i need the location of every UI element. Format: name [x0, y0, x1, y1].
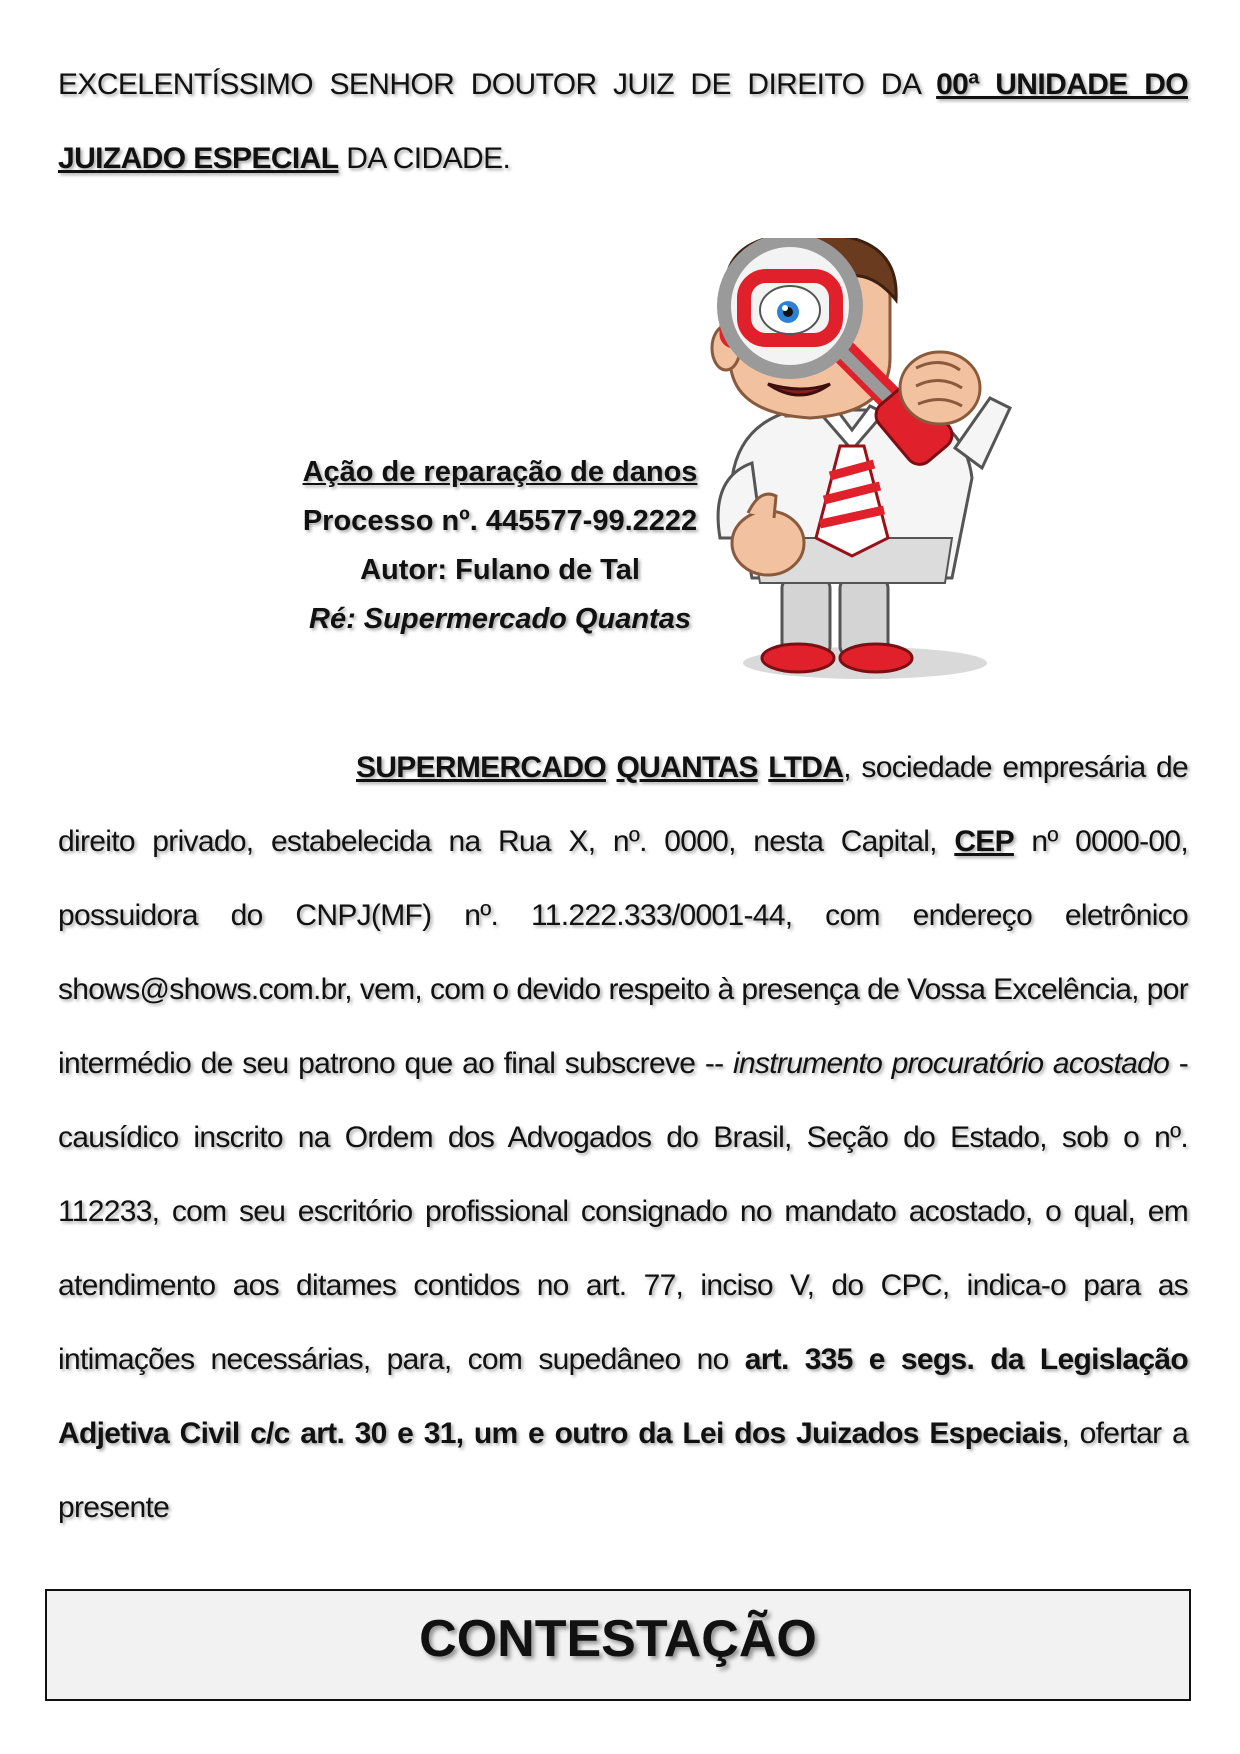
- paragraph-text-3: - causídico inscrito na Ordem dos Advogados do Brasil, Seção do Estado, sob o nº. 112233, com seu escritório profissional consignado no mandato acostado, o qual, em atendimento aos ditames contidos no art. 77, inciso V, do CPC, indica-o para as intimações necessárias, para, com supedâneo no: [58, 1047, 1188, 1376]
- paragraph-text-1: , sociedade empresária de direito privado, estabelecida na Rua X, nº. 0000, nesta Capital,: [58, 751, 1188, 858]
- case-action: Ação de reparação de danos: [302, 456, 698, 488]
- cep-label: CEP: [954, 825, 1014, 858]
- paragraph-italic-text: instrumento procuratório acostado: [733, 1047, 1170, 1080]
- addressee-unit: 00ª UNIDADE DO JUIZADO ESPECIAL: [58, 68, 1188, 175]
- paragraph-text-2: nº 0000-00, possuidora do CNPJ(MF) nº. 11.222.333/0001-44, com endereço eletrônico shows@shows.com.br, vem, com o devido respeito à presença de Vossa Excelência, por intermédio de seu patrono que ao final subscreve --: [58, 825, 1188, 1080]
- paragraph-text-4: , ofertar a presente: [58, 1417, 1188, 1524]
- title-box: [45, 1589, 1191, 1701]
- document-title: CONTESTAÇÃO: [419, 1610, 817, 1668]
- company-name-word-3: LTDA: [768, 751, 844, 784]
- case-author: Autor: Fulano de Tal: [360, 554, 640, 586]
- detective-mascot-image: [690, 238, 1070, 700]
- magnifier-mascot-icon: [690, 238, 1070, 700]
- addressee-suffix: DA CIDADE.: [338, 142, 511, 175]
- paragraph-legal-basis: art. 335 e segs. da Legislação Adjetiva Civil c/c art. 30 e 31, um e outro da Lei dos Juizados Especiais: [58, 1343, 1188, 1450]
- company-name-word-2: QUANTAS: [616, 751, 758, 784]
- case-process-number: Processo nº. 445577-99.2222: [302, 505, 698, 537]
- company-name-word-1: SUPERMERCADO: [356, 751, 606, 784]
- case-defendant: Ré: Supermercado Quantas: [309, 603, 691, 635]
- addressee-paragraph: [58, 48, 1188, 196]
- addressee-prefix: EXCELENTÍSSIMO SENHOR DOUTOR JUIZ DE DIREITO DA: [58, 68, 937, 101]
- qualification-paragraph: [58, 731, 1188, 1545]
